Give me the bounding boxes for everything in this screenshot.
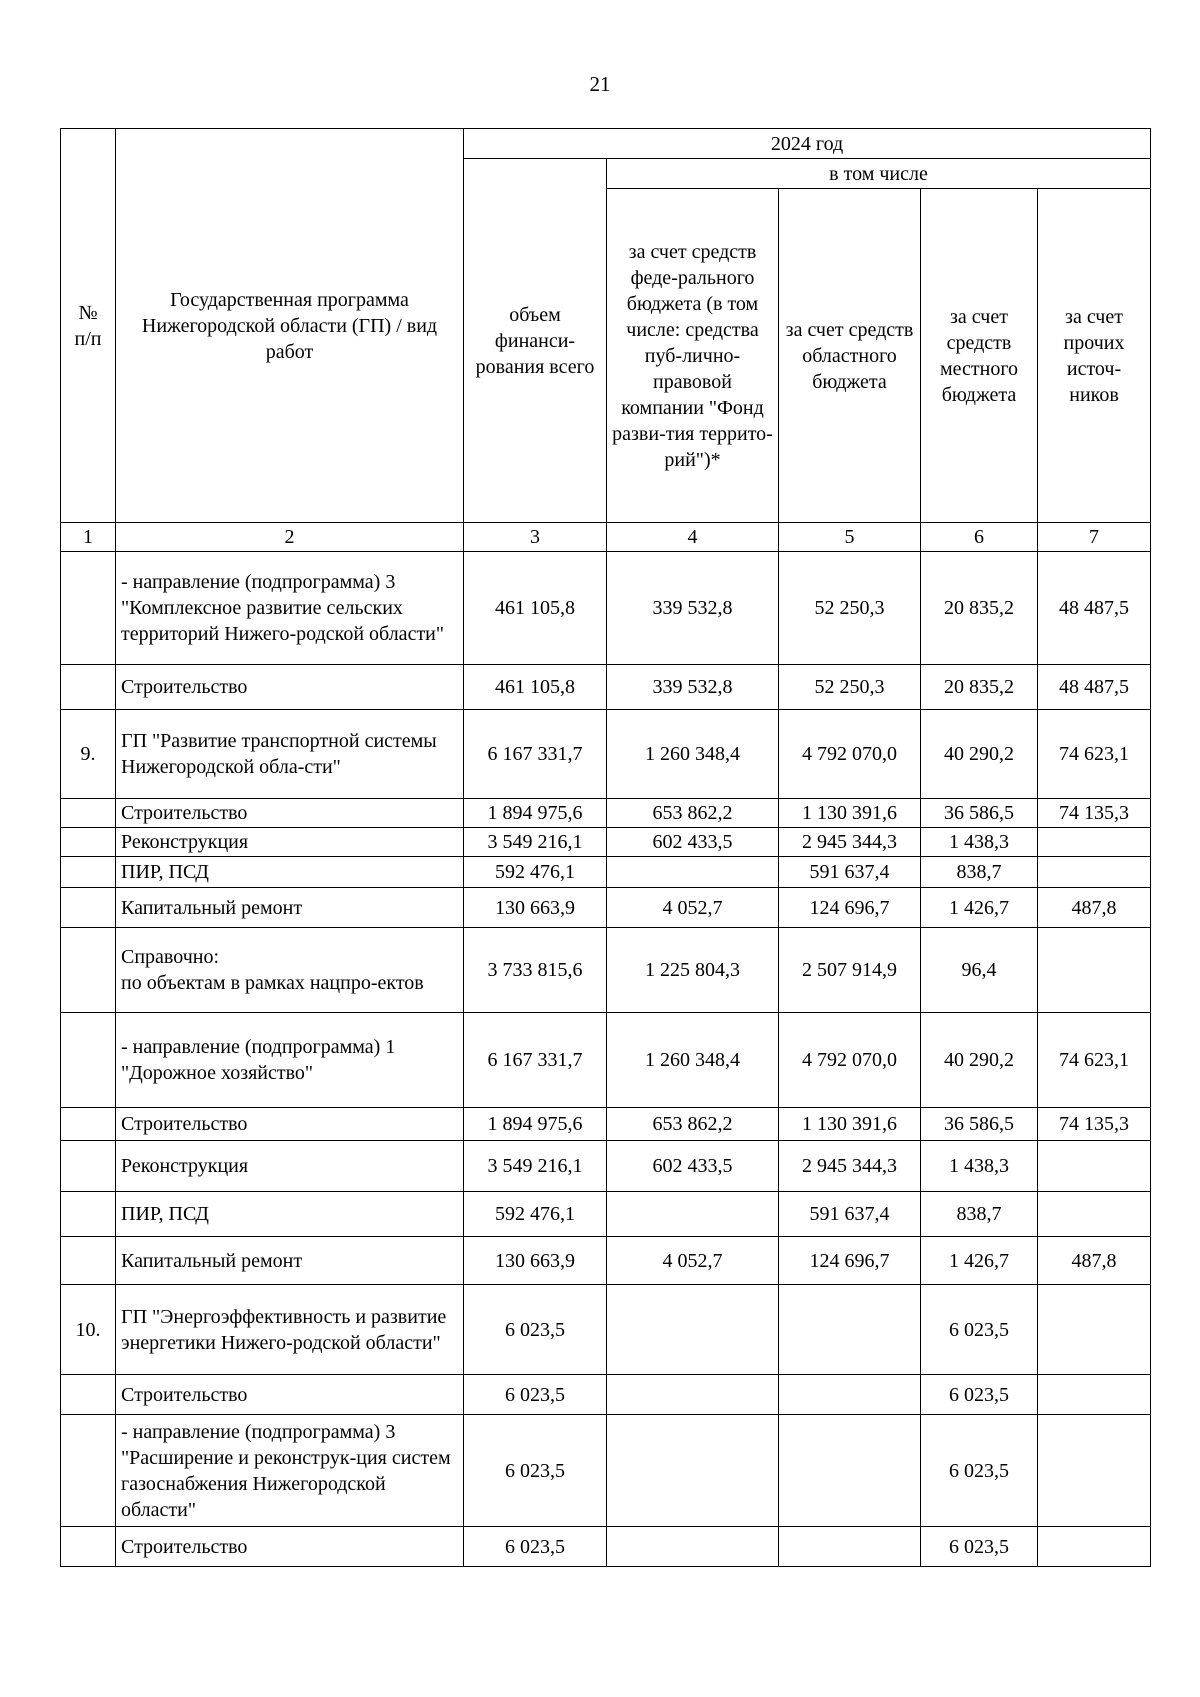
row-local: 20 835,2 [921, 665, 1038, 710]
row-name: Строительство [116, 665, 464, 710]
row-regional: 1 130 391,6 [779, 1108, 921, 1141]
row-total: 6 023,5 [464, 1527, 607, 1567]
table-row [61, 665, 1151, 710]
row-federal: 1 260 348,4 [607, 1013, 779, 1108]
row-number [61, 1375, 116, 1415]
row-total: 592 476,1 [464, 857, 607, 888]
row-federal [607, 1415, 779, 1527]
row-regional: 124 696,7 [779, 1237, 921, 1285]
column-number: 3 [464, 523, 607, 552]
column-number: 4 [607, 523, 779, 552]
row-number [61, 857, 116, 888]
row-number [61, 1415, 116, 1527]
row-other: 74 623,1 [1038, 1013, 1151, 1108]
row-total: 3 549 216,1 [464, 828, 607, 857]
row-local: 1 438,3 [921, 828, 1038, 857]
table-row [61, 888, 1151, 928]
row-name: Строительство [116, 1108, 464, 1141]
row-regional: 1 130 391,6 [779, 799, 921, 828]
table-row [61, 1527, 1151, 1567]
row-other [1038, 928, 1151, 1013]
row-other: 487,8 [1038, 888, 1151, 928]
row-regional [779, 1415, 921, 1527]
row-federal [607, 857, 779, 888]
row-regional: 52 250,3 [779, 552, 921, 665]
row-regional [779, 1375, 921, 1415]
row-number [61, 799, 116, 828]
table-body [61, 552, 1151, 1567]
row-local: 1 426,7 [921, 1237, 1038, 1285]
row-name: Капитальный ремонт [116, 888, 464, 928]
row-federal: 602 433,5 [607, 1141, 779, 1192]
row-regional: 4 792 070,0 [779, 710, 921, 799]
row-other [1038, 1375, 1151, 1415]
row-regional: 2 507 914,9 [779, 928, 921, 1013]
row-total: 3 549 216,1 [464, 1141, 607, 1192]
financing-table [60, 128, 1151, 1567]
row-regional: 2 945 344,3 [779, 828, 921, 857]
header-other: за счет прочих источ-ников [1038, 189, 1151, 523]
row-local: 838,7 [921, 857, 1038, 888]
row-local: 36 586,5 [921, 1108, 1038, 1141]
row-total: 461 105,8 [464, 665, 607, 710]
row-regional: 2 945 344,3 [779, 1141, 921, 1192]
row-total: 3 733 815,6 [464, 928, 607, 1013]
row-other: 487,8 [1038, 1237, 1151, 1285]
row-name: ПИР, ПСД [116, 1192, 464, 1237]
column-number: 7 [1038, 523, 1151, 552]
row-other: 74 623,1 [1038, 710, 1151, 799]
table-row [61, 1108, 1151, 1141]
table-row [61, 857, 1151, 888]
row-federal [607, 1375, 779, 1415]
row-number [61, 1237, 116, 1285]
row-federal: 4 052,7 [607, 888, 779, 928]
row-other: 48 487,5 [1038, 665, 1151, 710]
table-row [61, 1375, 1151, 1415]
header-year: 2024 год [464, 129, 1151, 159]
row-local: 40 290,2 [921, 710, 1038, 799]
row-regional [779, 1285, 921, 1375]
row-regional [779, 1527, 921, 1567]
column-number: 2 [116, 523, 464, 552]
row-regional: 52 250,3 [779, 665, 921, 710]
row-name: Капитальный ремонт [116, 1237, 464, 1285]
row-number [61, 888, 116, 928]
row-local: 96,4 [921, 928, 1038, 1013]
table-row [61, 928, 1151, 1013]
row-other: 74 135,3 [1038, 1108, 1151, 1141]
row-total: 6 023,5 [464, 1285, 607, 1375]
row-other [1038, 857, 1151, 888]
row-name: ГП "Энергоэффективность и развитие энергетики Нижего-родской области" [116, 1285, 464, 1375]
row-total: 130 663,9 [464, 1237, 607, 1285]
table-row [61, 552, 1151, 665]
row-local: 1 426,7 [921, 888, 1038, 928]
row-regional: 4 792 070,0 [779, 1013, 921, 1108]
row-name: - направление (подпрограмма) 3 "Расширение и реконструк-ция систем газоснабжения Нижегородской области" [116, 1415, 464, 1527]
row-name: Строительство [116, 799, 464, 828]
header-total: объем финанси-рования всего [464, 159, 607, 523]
row-other [1038, 1141, 1151, 1192]
row-name: Справочно: по объектам в рамках нацпро-ектов [116, 928, 464, 1013]
row-local: 1 438,3 [921, 1141, 1038, 1192]
header-num: № п/п [61, 129, 116, 523]
row-total: 6 167 331,7 [464, 710, 607, 799]
page-number: 21 [589, 72, 611, 96]
row-number [61, 1108, 116, 1141]
row-total: 461 105,8 [464, 552, 607, 665]
row-regional: 124 696,7 [779, 888, 921, 928]
row-other: 48 487,5 [1038, 552, 1151, 665]
row-local: 6 023,5 [921, 1415, 1038, 1527]
row-number [61, 828, 116, 857]
row-number [61, 1192, 116, 1237]
row-regional: 591 637,4 [779, 857, 921, 888]
row-federal [607, 1192, 779, 1237]
row-total: 6 023,5 [464, 1375, 607, 1415]
row-name: - направление (подпрограмма) 3 "Комплексное развитие сельских территорий Нижего-родской области" [116, 552, 464, 665]
header-regional: за счет средств областного бюджета [779, 189, 921, 523]
row-number [61, 1013, 116, 1108]
row-name: Строительство [116, 1375, 464, 1415]
row-other: 74 135,3 [1038, 799, 1151, 828]
row-federal [607, 1285, 779, 1375]
row-federal: 653 862,2 [607, 799, 779, 828]
row-other [1038, 1415, 1151, 1527]
row-local: 838,7 [921, 1192, 1038, 1237]
header-program: Государственная программа Нижегородской области (ГП) / вид работ [116, 129, 464, 523]
header-including: в том числе [607, 159, 1151, 189]
row-total: 1 894 975,6 [464, 1108, 607, 1141]
row-number [61, 552, 116, 665]
table-row [61, 1415, 1151, 1527]
row-total: 6 023,5 [464, 1415, 607, 1527]
row-federal: 653 862,2 [607, 1108, 779, 1141]
row-federal [607, 1527, 779, 1567]
row-other [1038, 1285, 1151, 1375]
row-federal: 602 433,5 [607, 828, 779, 857]
row-name: Реконструкция [116, 828, 464, 857]
row-other [1038, 1527, 1151, 1567]
row-federal: 4 052,7 [607, 1237, 779, 1285]
row-other [1038, 1192, 1151, 1237]
table-row [61, 799, 1151, 828]
row-local: 6 023,5 [921, 1285, 1038, 1375]
table-row [61, 1013, 1151, 1108]
row-local: 40 290,2 [921, 1013, 1038, 1108]
row-name: Реконструкция [116, 1141, 464, 1192]
row-total: 592 476,1 [464, 1192, 607, 1237]
row-number [61, 665, 116, 710]
row-total: 130 663,9 [464, 888, 607, 928]
column-number: 1 [61, 523, 116, 552]
row-regional: 591 637,4 [779, 1192, 921, 1237]
table-row [61, 1141, 1151, 1192]
row-federal: 1 260 348,4 [607, 710, 779, 799]
row-name: ПИР, ПСД [116, 857, 464, 888]
row-number [61, 1527, 116, 1567]
row-federal: 1 225 804,3 [607, 928, 779, 1013]
row-local: 20 835,2 [921, 552, 1038, 665]
row-name: Строительство [116, 1527, 464, 1567]
column-number: 6 [921, 523, 1038, 552]
header-federal: за счет средств феде-рального бюджета (в том числе: средства пуб-лично-правовой компании "Фонд разви-тия террито-рий")* [607, 189, 779, 523]
row-number [61, 1141, 116, 1192]
table-row [61, 1285, 1151, 1375]
table-row [61, 1192, 1151, 1237]
table-row [61, 1237, 1151, 1285]
row-federal: 339 532,8 [607, 552, 779, 665]
row-local: 36 586,5 [921, 799, 1038, 828]
column-number: 5 [779, 523, 921, 552]
row-federal: 339 532,8 [607, 665, 779, 710]
row-total: 6 167 331,7 [464, 1013, 607, 1108]
table-row [61, 828, 1151, 857]
row-number: 10. [61, 1285, 116, 1375]
row-total: 1 894 975,6 [464, 799, 607, 828]
table-row [61, 710, 1151, 799]
row-local: 6 023,5 [921, 1527, 1038, 1567]
row-name: ГП "Развитие транспортной системы Нижегородской обла-сти" [116, 710, 464, 799]
row-other [1038, 828, 1151, 857]
row-name: - направление (подпрограмма) 1 "Дорожное хозяйство" [116, 1013, 464, 1108]
row-number [61, 928, 116, 1013]
row-local: 6 023,5 [921, 1375, 1038, 1415]
header-local: за счет средств местного бюджета [921, 189, 1038, 523]
row-number: 9. [61, 710, 116, 799]
